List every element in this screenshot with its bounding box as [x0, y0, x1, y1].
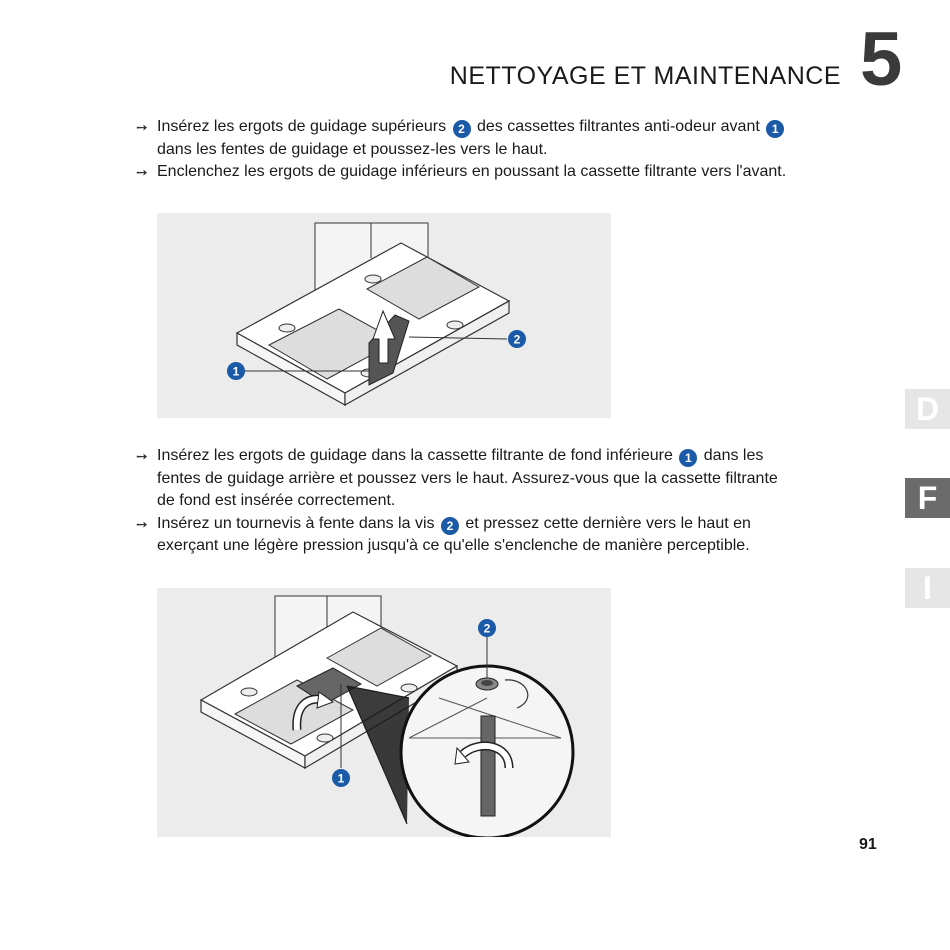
instruction-text: des cassettes filtrantes anti-odeur avant: [476, 118, 760, 135]
callout-number-badge: 2: [453, 120, 471, 138]
callout-label: 2: [483, 621, 491, 636]
callout-number-badge: 1: [679, 449, 697, 467]
instruction-item: [136, 513, 796, 558]
language-tab-d[interactable]: D: [905, 389, 950, 429]
chapter-number: 5: [860, 17, 903, 102]
figure-hood-upper-filter: [157, 213, 611, 418]
arrow-right-icon: ➙: [136, 448, 148, 464]
hood-illustration-1: [157, 213, 611, 418]
instruction-text: et pressez cette dernière vers le haut en exerçant une légère pression jusqu'à ce qu'elle s'enclenche de manière perceptible.: [157, 514, 751, 554]
callout-label: 1: [232, 364, 240, 379]
callout-label: 1: [337, 771, 345, 786]
page-number: 91: [859, 836, 877, 853]
instruction-text: dans les fentes de guidage et poussez-les vers le haut.: [157, 140, 548, 158]
instruction-text: Insérez un tournevis à fente dans la vis: [157, 514, 435, 532]
callout-label: 2: [513, 332, 521, 347]
instruction-item: [136, 161, 796, 184]
instruction-text: Insérez les ergots de guidage supérieurs: [157, 118, 447, 135]
callout-number-badge: 2: [441, 517, 459, 535]
instruction-item: [136, 116, 796, 161]
instruction-item: [136, 445, 796, 513]
arrow-right-icon: ➙: [136, 164, 148, 180]
instruction-text: Insérez les ergots de guidage dans la cassette filtrante de fond inférieure: [157, 447, 673, 464]
instructions-section-1: [136, 116, 796, 184]
language-tab-i[interactable]: I: [905, 568, 950, 608]
hood-illustration-2: [157, 588, 611, 837]
language-tab-f[interactable]: F: [905, 478, 950, 518]
chapter-title: NETTOYAGE ET MAINTENANCE: [449, 62, 841, 90]
instruction-text: dans les fentes de guidage arrière et poussez vers le haut. Assurez-vous que la cassette filtrante de fond est insérée correctement.: [157, 447, 778, 509]
callout-number-badge: 1: [766, 120, 784, 138]
instructions-section-2: [136, 445, 796, 558]
figure-hood-bottom-filter: [157, 588, 611, 837]
arrow-right-icon: ➙: [136, 119, 148, 135]
arrow-right-icon: ➙: [136, 515, 148, 532]
instruction-text: Enclenchez les ergots de guidage inférieurs en poussant la cassette filtrante vers l'avant.: [157, 163, 787, 180]
